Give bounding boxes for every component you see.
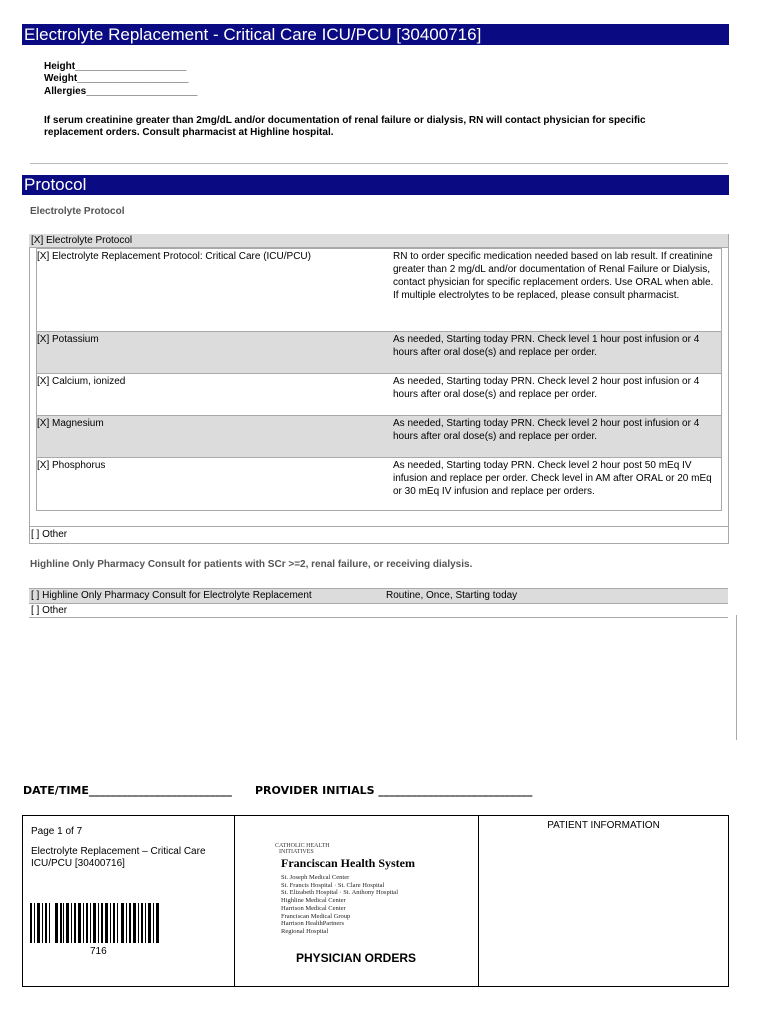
date-time-line[interactable]: DATE/TIME__________________________ — [23, 784, 232, 797]
facility-item: St. Francis Hospital · St. Clare Hospital — [281, 881, 385, 889]
electrolyte-protocol-group-row[interactable] — [29, 234, 728, 248]
protocol-subheading: Electrolyte Protocol — [30, 206, 125, 217]
page-number: Page 1 of 7 — [31, 826, 83, 837]
order-detail: As needed, Starting today PRN. Check level 2 hour post 50 mEq IV infusion and replace per order. Check level in AM after ORAL or 20 mEq or 30 mEq IV infusion and replace per orders. — [393, 460, 712, 497]
order-detail: RN to order specific medication needed based on lab result. If creatinine greater than 2 mg/dL and/or documentation of Renal Failure or Dialysis, contact physician for specific replacement orders. Use ORAL when able. If multiple electrolytes to be replaced, please consult pharmacist. — [393, 251, 714, 301]
protocol-section-title: Protocol — [22, 175, 729, 195]
order-row-phosphorus[interactable] — [37, 457, 721, 511]
form-title: Electrolyte Replacement - Critical Care ICU/PCU [30400716] — [22, 24, 729, 45]
order-row-magnesium[interactable] — [37, 415, 721, 457]
facility-item: St. Joseph Medical Center — [281, 874, 350, 881]
group-label: [X] Electrolyte Protocol — [31, 235, 133, 246]
height-field[interactable]: Height____________________ — [44, 61, 187, 72]
pharmacy-consult-row[interactable] — [29, 588, 728, 604]
creatinine-note: If serum creatinine greater than 2mg/dL and/or documentation of renal failure or dialysis, RN will contact physician for specific replacement orders. Consult pharmacist at Highline hospital. — [44, 115, 646, 138]
order-row-protocol[interactable] — [37, 249, 721, 331]
weight-field[interactable]: Weight____________________ — [44, 73, 189, 84]
order-detail: As needed, Starting today PRN. Check level 2 hour post infusion or 4 hours after oral dose(s) and replace per order. — [393, 418, 700, 442]
barcode — [30, 903, 160, 943]
facility-item: Harrison Medical Center — [281, 904, 346, 912]
footer-form-info — [23, 816, 235, 986]
facility-item: Highline Medical Center — [281, 897, 346, 905]
provider-initials-line[interactable]: PROVIDER INITIALS ____________________________ — [255, 784, 533, 797]
form-name: Electrolyte Replacement – Critical Care ICU/PCU [30400716] — [31, 846, 206, 869]
order-label: [X] Electrolyte Replacement Protocol: Critical Care (ICU/PCU) — [37, 251, 311, 262]
logo-initiative-line1: CATHOLIC HEALTH — [275, 843, 330, 849]
order-label: [X] Phosphorus — [37, 460, 106, 471]
facility-item: St. Elizabeth Hospital · St. Anthony Hospital — [281, 889, 398, 897]
divider — [30, 163, 728, 164]
divider — [29, 617, 728, 618]
logo-initiative-line2: INITIATIVES — [279, 849, 314, 855]
logo-name: Franciscan Health System — [281, 856, 415, 870]
facility-item: Harrison HealthPartners — [281, 920, 344, 928]
order-detail: As needed, Starting today PRN. Check level 2 hour post infusion or 4 hours after oral dose(s) and replace per order. — [393, 376, 700, 400]
pharmacy-item-label: [ ] Highline Only Pharmacy Consult for Electrolyte Replacement — [31, 590, 312, 601]
footer-logo-column — [235, 816, 479, 986]
order-row-potassium[interactable] — [37, 331, 721, 373]
pharmacy-heading: Highline Only Pharmacy Consult for patients with SCr >=2, renal failure, or receiving dialysis. — [30, 559, 473, 570]
form-footer — [22, 815, 729, 987]
order-label: [X] Calcium, ionized — [37, 376, 126, 387]
order-row-calcium[interactable] — [37, 373, 721, 415]
order-detail: As needed, Starting today PRN. Check level 1 hour post infusion or 4 hours after oral dose(s) and replace per order. — [393, 334, 700, 358]
protocol-other[interactable]: [ ] Other — [31, 529, 68, 540]
order-label: [X] Magnesium — [37, 418, 104, 429]
divider — [29, 526, 728, 527]
patient-info-label: PATIENT INFORMATION — [547, 820, 660, 831]
pharmacy-other[interactable]: [ ] Other — [31, 605, 68, 616]
pharmacy-item-detail: Routine, Once, Starting today — [386, 590, 518, 601]
facility-list — [281, 874, 398, 936]
divider — [736, 615, 737, 740]
allergies-field[interactable]: Allergies____________________ — [44, 86, 198, 97]
physician-orders-label: PHYSICIAN ORDERS — [295, 951, 417, 965]
facility-item: Franciscan Medical Group — [281, 912, 351, 920]
facility-item: Regional Hospital — [281, 927, 329, 935]
order-label: [X] Potassium — [37, 334, 99, 345]
barcode-number: 716 — [90, 946, 107, 957]
patient-info-box — [479, 816, 728, 986]
